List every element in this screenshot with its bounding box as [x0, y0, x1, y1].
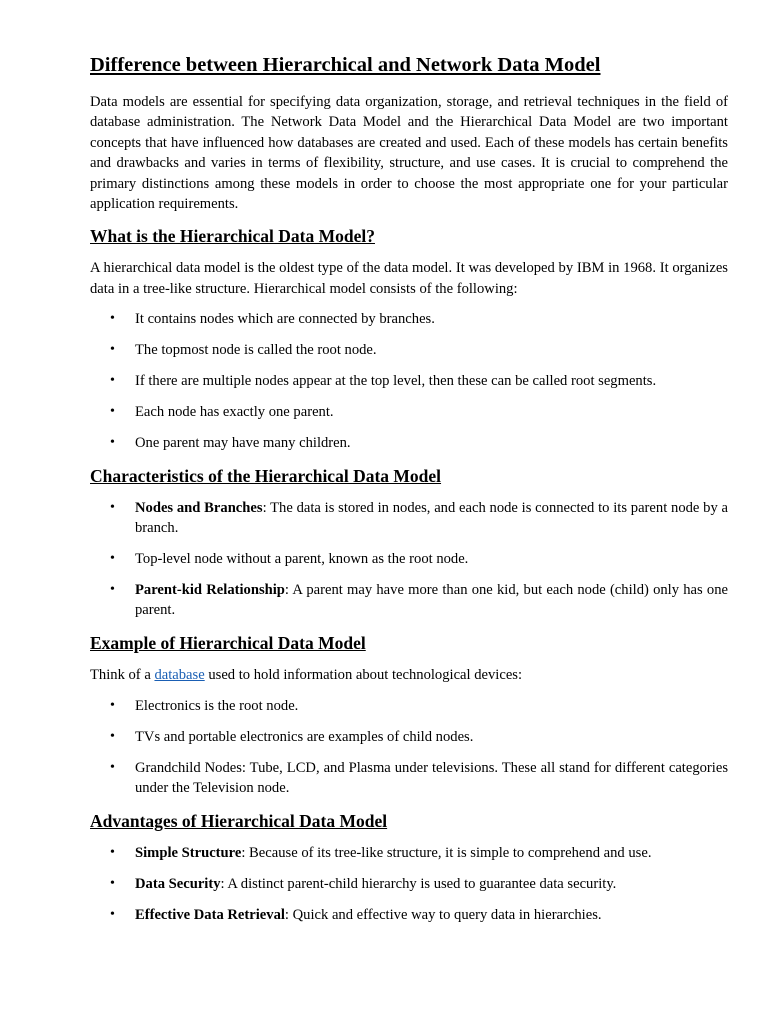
list-item	[90, 371, 728, 391]
list-item-text: TVs and portable electronics are examples of child nodes.	[135, 728, 474, 745]
bullet-icon: •	[110, 697, 115, 713]
database-link[interactable]: database	[154, 667, 205, 684]
example-text-after: used to hold information about technological devices:	[204, 667, 523, 684]
bullet-icon: •	[110, 499, 115, 515]
bullet-icon: •	[110, 844, 115, 860]
section-heading-what-is: What is the Hierarchical Data Model?	[90, 226, 375, 247]
example-text-before: Think of a	[90, 667, 155, 684]
list-item	[90, 727, 728, 747]
section-heading-example: Example of Hierarchical Data Model	[90, 633, 366, 654]
list-item	[90, 580, 728, 621]
list-item-text: It contains nodes which are connected by branches.	[135, 311, 435, 328]
list-item	[90, 696, 728, 716]
list-item-term: Data Security	[135, 875, 221, 892]
list-item	[90, 758, 728, 799]
list-item-text: Grandchild Nodes: Tube, LCD, and Plasma under televisions. These all stand for different categories under the Television node.	[135, 759, 728, 796]
bullet-icon: •	[110, 403, 115, 419]
list-item-text: If there are multiple nodes appear at the top level, then these can be called root segments.	[135, 373, 657, 390]
list-item	[90, 549, 728, 569]
list-item	[90, 402, 728, 422]
list-item-term: Nodes and Branches	[135, 499, 263, 516]
bullet-icon: •	[110, 373, 115, 389]
list-advantages	[90, 843, 728, 925]
list-item	[90, 498, 728, 539]
list-item	[90, 309, 728, 329]
bullet-icon: •	[110, 551, 115, 567]
list-item-text: One parent may have many children.	[135, 434, 351, 451]
list-item-term: Effective Data Retrieval	[135, 906, 285, 923]
bullet-icon: •	[110, 582, 115, 597]
list-item-text: : A parent may have more than one kid, but each node (child) only has one parent.	[135, 582, 728, 619]
list-item	[90, 433, 728, 453]
list-item-term: Simple Structure	[135, 844, 242, 861]
section-heading-characteristics: Characteristics of the Hierarchical Data Model	[90, 465, 442, 486]
list-item-text: Top-level node without a parent, known as the root node.	[135, 551, 469, 568]
list-item-text: Each node has exactly one parent.	[135, 403, 334, 420]
section-paragraph-example	[90, 665, 728, 685]
list-example	[90, 696, 728, 799]
list-item-text: : The data is stored in nodes, and each node is connected to its parent node by a branch.	[135, 499, 728, 537]
bullet-icon: •	[110, 311, 115, 327]
intro-paragraph: Data models are essential for specifying data organization, storage, and retrieval techniques in the field of database administration. The Network Data Model and the Hierarchical Data Model are two important concepts that have influenced how databases are created and used. Each of these models has certain benefits and drawbacks and varies in terms of flexibility, structure, and use cases. It is crucial to comprehend the primary distinctions among these models in order to choose the most appropriate one for your particular application requirements.	[90, 94, 728, 213]
list-item-text: The topmost node is called the root node.	[135, 342, 377, 359]
bullet-icon: •	[110, 759, 115, 775]
bullet-icon: •	[110, 342, 115, 358]
list-item-text: : Quick and effective way to query data in hierarchies.	[284, 906, 602, 923]
list-what-is	[90, 309, 728, 453]
bullet-icon: •	[110, 906, 115, 922]
list-item	[90, 874, 728, 894]
list-item	[90, 905, 728, 925]
list-item-text: : A distinct parent-child hierarchy is used to guarantee data security.	[220, 875, 617, 892]
page-title: Difference between Hierarchical and Network Data Model	[90, 54, 601, 76]
list-item	[90, 340, 728, 360]
bullet-icon: •	[110, 875, 115, 891]
list-item-text: Electronics is the root node.	[135, 697, 299, 714]
section-heading-advantages: Advantages of Hierarchical Data Model	[90, 810, 388, 831]
bullet-icon: •	[110, 434, 115, 450]
section-paragraph-what-is: A hierarchical data model is the oldest type of the data model. It was developed by IBM in 1968. It organizes data in a tree-like structure. Hierarchical model consists of the following:	[90, 260, 728, 297]
bullet-icon: •	[110, 728, 115, 744]
list-characteristics	[90, 498, 728, 621]
list-item	[90, 843, 728, 863]
list-item-text: : Because of its tree-like structure, it is simple to comprehend and use.	[241, 844, 652, 861]
list-item-term: Parent-kid Relationship	[135, 582, 285, 598]
